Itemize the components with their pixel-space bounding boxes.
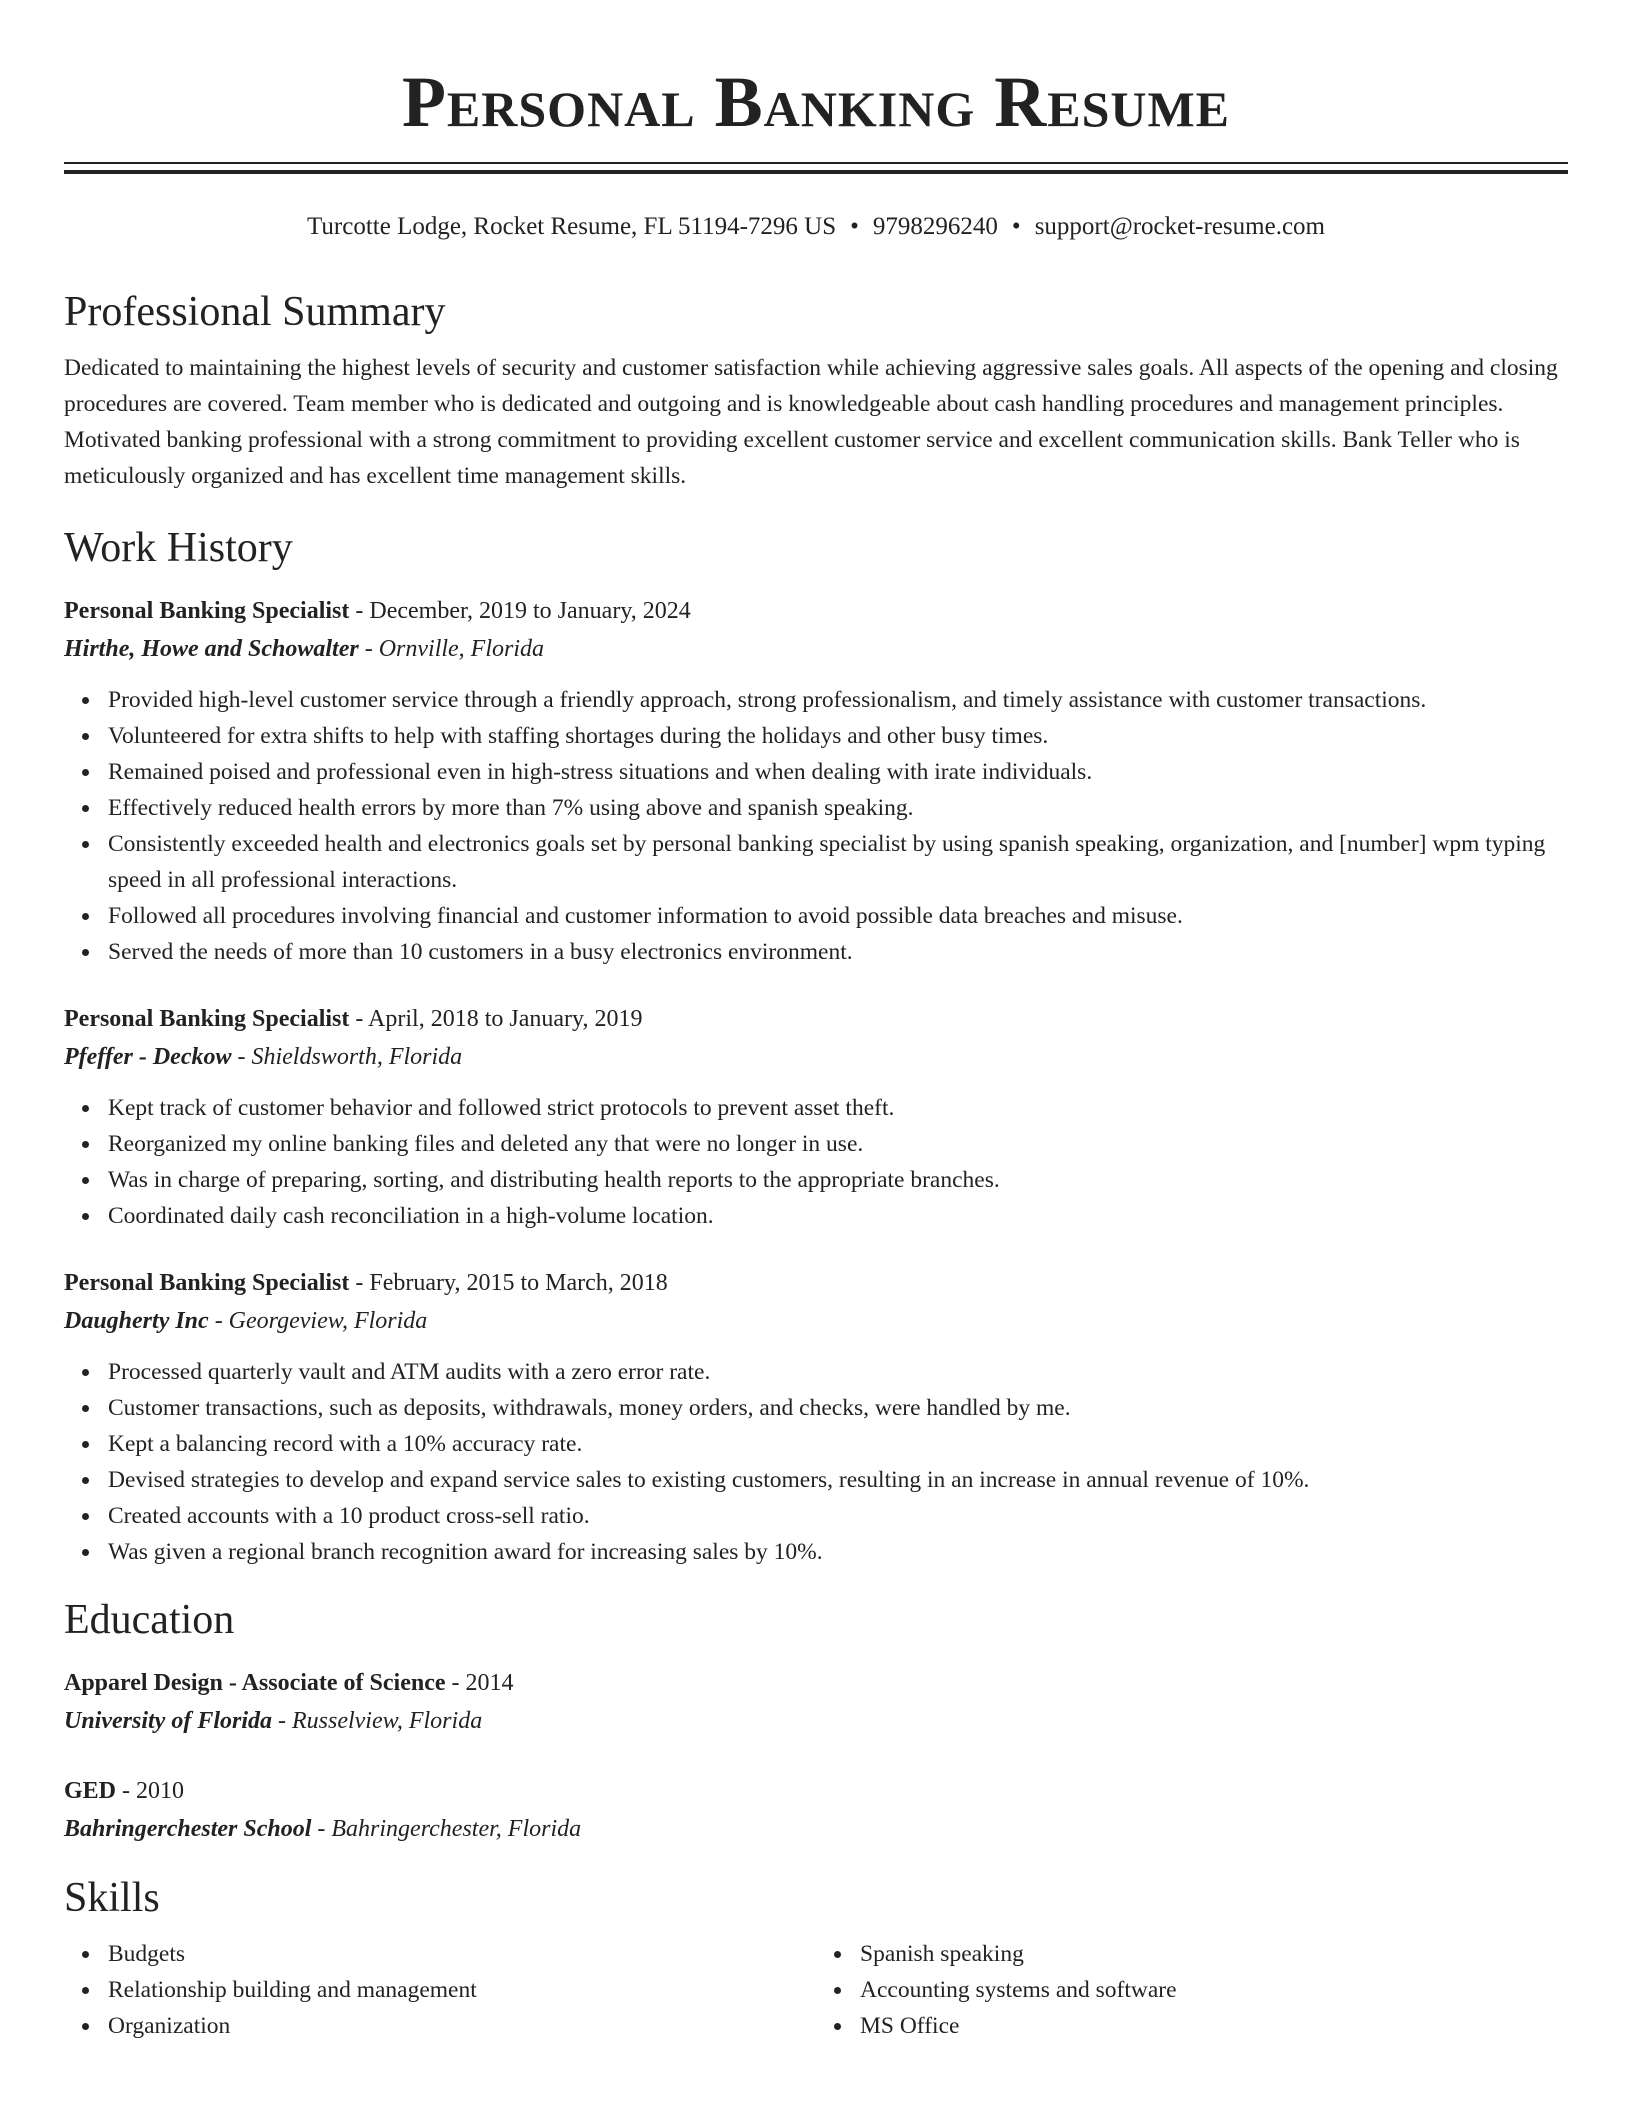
skills-column-right — [816, 1936, 1568, 2044]
school-line — [64, 1702, 1568, 1740]
job-company: Pfeffer - Deckow — [64, 1044, 232, 1070]
job-bullet: Was given a regional branch recognition award for increasing sales by 10%. — [108, 1534, 1568, 1570]
job-bullets — [64, 1354, 1568, 1570]
job-bullet: Remained poised and professional even in high-stress situations and when dealing with irate individuals. — [108, 754, 1568, 790]
job-bullet: Followed all procedures involving financial and customer information to avoid possible data breaches and misuse. — [108, 898, 1568, 934]
skill-item: Relationship building and management — [108, 1972, 816, 2008]
degree-line — [64, 1664, 1568, 1702]
skill-item: MS Office — [860, 2008, 1568, 2044]
job-dates: - February, 2015 to March, 2018 — [349, 1270, 668, 1296]
job-entry — [64, 1000, 1568, 1234]
education-heading: Education — [64, 1597, 235, 1643]
job-bullet: Provided high-level customer service through a friendly approach, strong professionalism, and timely assistance with customer transactions. — [108, 682, 1568, 718]
job-bullet: Served the needs of more than 10 customers in a busy electronics environment. — [108, 934, 1568, 970]
job-bullet: Processed quarterly vault and ATM audits with a zero error rate. — [108, 1354, 1568, 1390]
job-bullet: Reorganized my online banking files and deleted any that were no longer in use. — [108, 1126, 1568, 1162]
skill-item: Spanish speaking — [860, 1936, 1568, 1972]
job-bullet: Customer transactions, such as deposits, withdrawals, money orders, and checks, were handled by me. — [108, 1390, 1568, 1426]
school-name: University of Florida — [64, 1708, 272, 1734]
title-rule-thick — [64, 170, 1568, 174]
contact-phone: 9798296240 — [872, 213, 998, 240]
education-entry — [64, 1664, 1568, 1740]
resume-title: Personal Banking Resume — [401, 62, 1231, 142]
education-entry — [64, 1772, 1568, 1848]
degree-name: GED — [64, 1778, 117, 1804]
job-entry — [64, 1264, 1568, 1570]
contact-separator: • — [1011, 213, 1021, 240]
job-dates: - April, 2018 to January, 2019 — [349, 1006, 643, 1032]
contact-email: support@rocket-resume.com — [1034, 213, 1325, 240]
job-bullet: Effectively reduced health errors by more than 7% using above and spanish speaking. — [108, 790, 1568, 826]
job-title: Personal Banking Specialist — [64, 598, 350, 624]
skill-item: Accounting systems and software — [860, 1972, 1568, 2008]
job-company-line — [64, 1038, 1568, 1076]
degree-year: - 2010 — [116, 1778, 185, 1804]
degree-line — [64, 1772, 1568, 1810]
skill-item: Organization — [108, 2008, 816, 2044]
degree-year: - 2014 — [445, 1670, 514, 1696]
job-bullet: Kept a balancing record with a 10% accuracy rate. — [108, 1426, 1568, 1462]
skills-columns — [64, 1936, 1568, 2044]
school-location: - Bahringerchester, Florida — [311, 1816, 582, 1842]
job-bullets — [64, 682, 1568, 970]
skills-heading: Skills — [64, 1875, 160, 1921]
contact-address: Turcotte Lodge, Rocket Resume, FL 51194-7296 US — [307, 213, 837, 240]
job-company: Hirthe, Howe and Schowalter — [64, 636, 359, 662]
work-history-heading: Work History — [64, 525, 293, 571]
school-name: Bahringerchester School — [64, 1816, 312, 1842]
job-location: - Shieldsworth, Florida — [231, 1044, 463, 1070]
skills-column-left — [64, 1936, 816, 2044]
job-bullet: Consistently exceeded health and electronics goals set by personal banking specialist by using spanish speaking, organization, and [number] wpm typing speed in all professional interactions. — [108, 826, 1568, 898]
job-title: Personal Banking Specialist — [64, 1006, 350, 1032]
job-title-line — [64, 1264, 1568, 1302]
job-bullet: Was in charge of preparing, sorting, and distributing health reports to the appropriate branches. — [108, 1162, 1568, 1198]
contact-separator: • — [850, 213, 859, 240]
contact-line — [64, 210, 1568, 244]
job-bullet: Volunteered for extra shifts to help with staffing shortages during the holidays and other busy times. — [108, 718, 1568, 754]
job-title-line — [64, 1000, 1568, 1038]
job-dates: - December, 2019 to January, 2024 — [349, 598, 691, 624]
job-title: Personal Banking Specialist — [64, 1270, 350, 1296]
title-rule-thin — [64, 162, 1568, 164]
job-bullets — [64, 1090, 1568, 1234]
summary-heading: Professional Summary — [64, 289, 446, 335]
job-company-line — [64, 1302, 1568, 1340]
skill-item: Budgets — [108, 1936, 816, 1972]
job-bullet: Coordinated daily cash reconciliation in a high-volume location. — [108, 1198, 1568, 1234]
degree-name: Apparel Design - Associate of Science — [64, 1670, 446, 1696]
job-bullet: Devised strategies to develop and expand service sales to existing customers, resulting in an increase in annual revenue of 10%. — [108, 1462, 1568, 1498]
resume-page — [64, 0, 1568, 2044]
job-bullet: Created accounts with a 10 product cross-sell ratio. — [108, 1498, 1568, 1534]
job-location: - Ornville, Florida — [358, 636, 545, 662]
job-company-line — [64, 630, 1568, 668]
summary-text: Dedicated to maintaining the highest levels of security and customer satisfaction while achieving aggressive sales goals. All aspects of the opening and closing procedures are covered. Team member who is dedicated and outgoing and is knowledgeable about cash handling procedures and management principles. Motivated banking professional with a strong commitment to providing excellent customer service and excellent communication skills. Bank Teller who is meticulously organized and has excellent time management skills. — [64, 355, 1558, 489]
school-location: - Russelview, Florida — [272, 1708, 483, 1734]
job-company: Daugherty Inc — [64, 1308, 209, 1334]
job-bullet: Kept track of customer behavior and followed strict protocols to prevent asset theft. — [108, 1090, 1568, 1126]
school-line — [64, 1810, 1568, 1848]
job-entry — [64, 592, 1568, 970]
job-location: - Georgeview, Florida — [208, 1308, 428, 1334]
job-title-line — [64, 592, 1568, 630]
